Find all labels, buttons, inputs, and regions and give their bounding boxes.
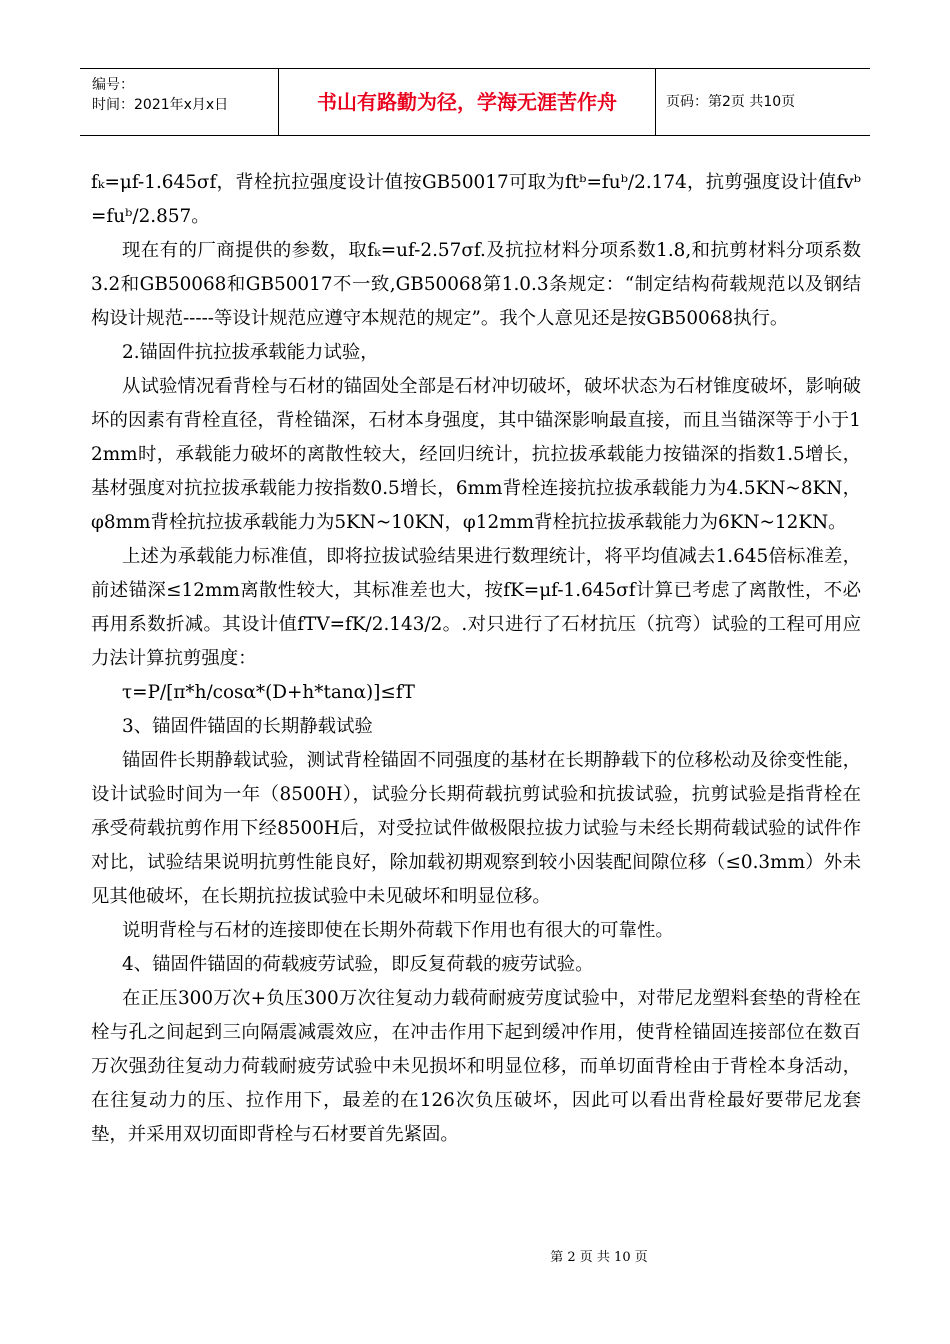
- document-body: [91, 166, 861, 1152]
- header-motto: [279, 69, 656, 135]
- section-heading: 4、锚固件锚固的荷载疲劳试验，即反复荷载的疲劳试验。: [122, 954, 594, 975]
- formula: τ=P/[π*h/cosα*(D+h*tanα)]≤fT: [122, 682, 415, 703]
- section-heading: 3、锚固件锚固的长期静载试验: [122, 716, 373, 737]
- section-heading: 2.锚固件抗拉拔承载能力试验，: [122, 342, 379, 363]
- paragraph: 从试验情况看背栓与石材的锚固处全部是石材冲切破坏，破坏状态为石材锥度破坏，影响破坏的因素有背栓直径，背栓锚深，石材本身强度，其中锚深影响最直接，而且当锚深等于小于12mm时，承载能力破坏的离散性较大，经回归统计，抗拉拔承载能力按锚深的指数1.5增长，基材强度对抗拉拔承载能力按指数0.5增长，6mm背栓连接抗拉拔承载能力为4.5KN~8KN，φ8mm背栓抗拉拔承载能力为5KN~10KN，φ12mm背栓抗拉拔承载能力为6KN~12KN。: [91, 376, 861, 533]
- motto-text: 书山有路勤为径，学海无涯苦作舟: [317, 90, 617, 114]
- paragraph: 锚固件长期静载试验，测试背栓锚固不同强度的基材在长期静载下的位移松动及徐变性能，设计试验时间为一年（8500H），试验分长期荷载抗剪试验和抗拔试验，抗剪试验是指背栓在承受荷载抗剪作用下经8500H后，对受拉试件做极限拉拔力试验与未经长期荷载试验的试件作对比，试验结果说明抗剪性能良好，除加载初期观察到较小因装配间隙位移（≤0.3mm）外未见其他破坏，在长期抗拉拔试验中未见破坏和明显位移。: [91, 750, 861, 907]
- paragraph: 上述为承载能力标准值，即将拉拔试验结果进行数理统计，将平均值减去1.645倍标准差，前述锚深≤12mm离散性较大，其标准差也大，按fK=μf-1.645σf计算已考虑了离散性，不必再用系数折减。其设计值fTV=fK/2.143/2。.对只进行了石材抗压（抗弯）试验的工程可用应力法计算抗剪强度：: [91, 546, 861, 669]
- footer-page-number: 第 2 页 共 10 页: [550, 1250, 648, 1265]
- paragraph: fₖ=μf-1.645σf，背栓抗拉强度设计值按GB50017可取为ftᵇ=fuᵇ/2.174，抗剪强度设计值fvᵇ=fuᵇ/2.857。: [91, 172, 861, 227]
- paragraph: 在正压300万次+负压300万次往复动力载荷耐疲劳度试验中，对带尼龙塑料套垫的背栓在栓与孔之间起到三向隔震减震效应，在冲击作用下起到缓冲作用，使背栓锚固连接部位在数百万次强劲往复动力荷载耐疲劳试验中未见损坏和明显位移，而单切面背栓由于背栓本身活动，在往复动力的压、拉作用下，最差的在126次负压破坏，因此可以看出背栓最好要带尼龙套垫，并采用双切面即背栓与石材要首先紧固。: [91, 988, 861, 1145]
- number-label: 编号：: [92, 77, 134, 93]
- header-page-label: 页码：第2页 共10页: [666, 94, 796, 110]
- paragraph: 现在有的厂商提供的参数，取fₖ=uf-2.57σf.及抗拉材料分项系数1.8,和抗剪材料分项系数3.2和GB50068和GB50017不一致,GB50068第1.0.3条规定：“制定结构荷载规范以及钢结构设计规范-----等设计规范应遵守本规范的规定”。我个人意见还是按GB50068执行。: [91, 240, 861, 329]
- page-header: [80, 68, 870, 136]
- page-footer: [0, 1246, 950, 1265]
- header-meta: [80, 69, 279, 135]
- paragraph: 说明背栓与石材的连接即使在长期外荷载下作用也有很大的可靠性。: [122, 920, 674, 941]
- date-label: 时间：2021年x月x日: [92, 97, 229, 113]
